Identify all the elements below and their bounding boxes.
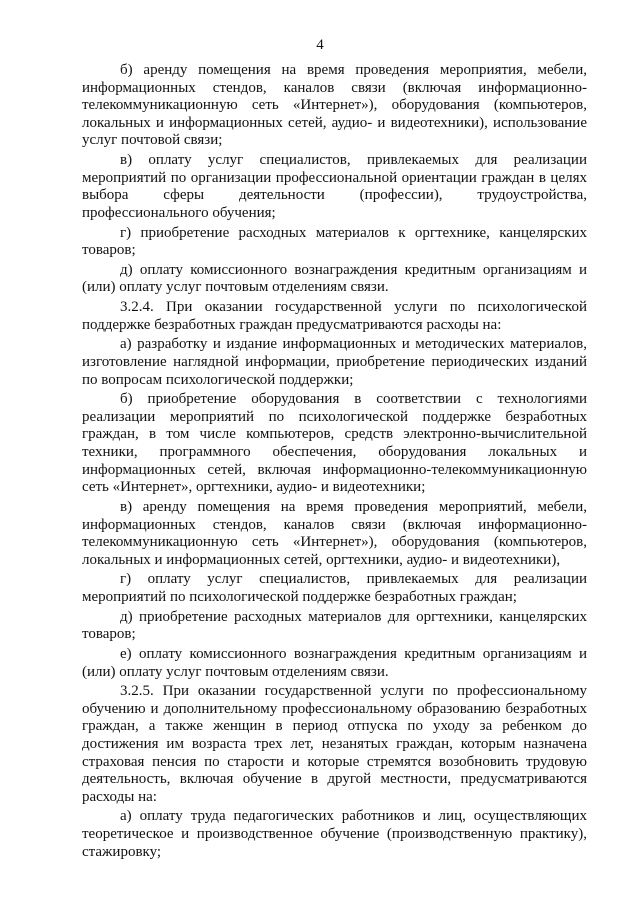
paragraph-b-equipment: б) приобретение оборудования в соответствии с технологиями реализации мероприятий по психологической поддержке безработных граждан, в том числе компьютеров, средств электронно-вычислительной техники, программного обеспечения, оборудования локальных и информационных сетей, включая информационно-телекоммуникационную сеть «Интернет», оргтехники, аудио- и видеотехники;: [82, 391, 587, 496]
paragraph-g-materials: г) приобретение расходных материалов к оргтехнике, канцелярских товаров;: [82, 224, 587, 259]
paragraph-d-materials: д) приобретение расходных материалов для оргтехники, канцелярских товаров;: [82, 608, 587, 643]
paragraph-b-rent: б) аренду помещения на время проведения мероприятия, мебели, информационных стендов, каналов связи (включая информационно-телекоммуникационную сеть «Интернет»), оборудования (компьютеров, локальных и информационных сетей, аудио- и видеотехники), использование услуг почтовой связи;: [82, 62, 587, 149]
document-body: [82, 62, 587, 863]
paragraph-v-rent: в) аренду помещения на время проведения мероприятий, мебели, информационных стендов, каналов связи (включая информационно-телекоммуникационную сеть «Интернет»), оборудования (компьютеров, локальных и информационных сетей, оргтехники, аудио- и видеотехники),: [82, 498, 587, 568]
page-number: 4: [316, 37, 324, 53]
paragraph-3-2-5: 3.2.5. При оказании государственной услуги по профессиональному обучению и дополнительному профессиональному образованию безработных граждан, а также женщин в период отпуска по уходу за ребенком до достижения им возраста трех лет, незанятых граждан, которым назначена страховая пенсия по старости и которые стремятся возобновить трудовую деятельность, включая обучение в другой местности, предусматриваются расходы на:: [82, 683, 587, 805]
paragraph-g-specialists: г) оплату услуг специалистов, привлекаемых для реализации мероприятий по психологической поддержке безработных граждан;: [82, 571, 587, 605]
paragraph-a-payment: а) оплату труда педагогических работников и лиц, осуществляющих теоретическое и производственное обучение (производственную практику), стажировку;: [82, 808, 587, 860]
paragraph-a-development: а) разработку и издание информационных и методических материалов, изготовление наглядной информации, приобретение периодических изданий по вопросам психологической поддержки;: [82, 336, 587, 388]
paragraph-d-commission: д) оплату комиссионного вознаграждения кредитным организациям и (или) оплату услуг почтовым отделениям связи.: [82, 261, 587, 296]
paragraph-e-commission: е) оплату комиссионного вознаграждения кредитным организациям и (или) оплату услуг почтовым отделениям связи.: [82, 645, 587, 680]
paragraph-3-2-4: 3.2.4. При оказании государственной услуги по психологической поддержке безработных граждан предусматриваются расходы на:: [82, 299, 587, 333]
paragraph-v-specialists: в) оплату услуг специалистов, привлекаемых для реализации мероприятий по организации профессиональной ориентации граждан в целях выбора сферы деятельности (профессии), трудоустройства, профессионального обучения;: [82, 152, 587, 221]
